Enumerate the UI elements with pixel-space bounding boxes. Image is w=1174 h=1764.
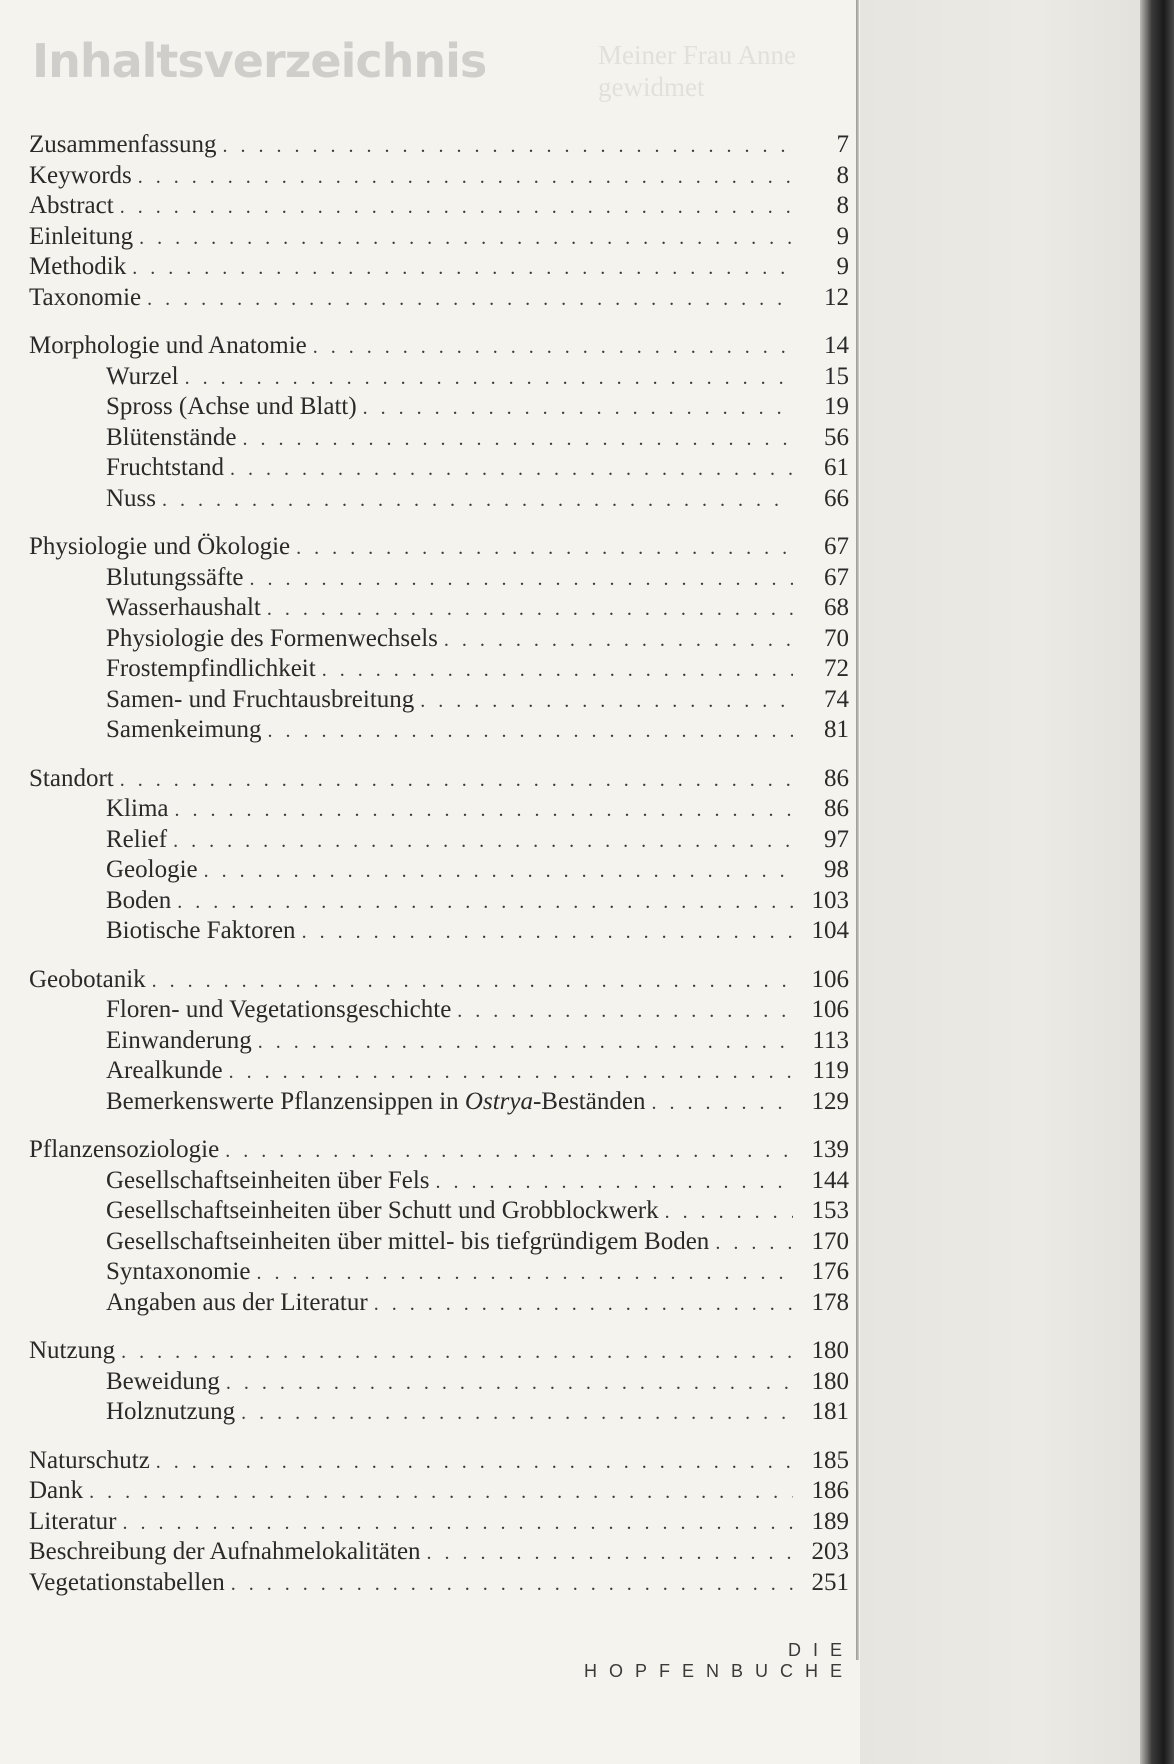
toc-entry — [29, 1336, 849, 1367]
toc-subentry — [29, 1026, 849, 1057]
toc-page-number: 170 — [811, 1227, 849, 1255]
dot-leader — [173, 826, 793, 857]
dot-leader — [156, 1447, 793, 1478]
dot-leader — [231, 1569, 793, 1600]
toc-page-number: 251 — [811, 1568, 849, 1596]
page-gutter — [856, 0, 859, 1660]
dot-leader — [258, 1027, 793, 1058]
toc-page-number: 19 — [824, 393, 849, 420]
dot-leader — [138, 162, 793, 193]
dot-leader — [225, 1136, 793, 1167]
toc-subentry — [29, 1087, 849, 1118]
toc-entry — [29, 965, 849, 996]
dot-leader — [175, 795, 794, 826]
toc-page-number: 176 — [811, 1258, 849, 1285]
toc-entry — [29, 331, 849, 362]
dot-leader — [250, 564, 794, 595]
toc-subentry — [29, 563, 849, 594]
toc-page-number: 104 — [811, 917, 849, 944]
toc-subentry — [29, 685, 849, 716]
toc-entry-label: Nutzung — [29, 1337, 116, 1364]
dot-leader — [222, 131, 793, 162]
toc-page-number: 185 — [811, 1446, 849, 1474]
toc-entry-label: Pflanzensoziologie — [29, 1136, 220, 1163]
toc-page-number: 61 — [824, 454, 849, 481]
facing-page — [860, 0, 1150, 1764]
toc-subentry — [29, 453, 849, 484]
toc-entry — [29, 1135, 849, 1166]
toc-page-number: 8 — [836, 192, 849, 219]
toc-entry-label: Blutungssäfte — [106, 563, 244, 591]
toc-page-number: 181 — [811, 1398, 849, 1425]
toc-subentry — [29, 1397, 849, 1428]
toc-subentry — [29, 825, 849, 856]
toc-section — [29, 965, 849, 1118]
toc-page-number: 56 — [824, 423, 849, 451]
dot-leader — [132, 253, 793, 284]
toc-entry-label: Boden — [106, 886, 172, 914]
toc-entry — [29, 1476, 849, 1507]
dot-leader — [665, 1197, 793, 1228]
dot-leader — [121, 1337, 793, 1368]
toc-subentry — [29, 916, 849, 947]
dot-leader — [296, 533, 793, 564]
toc-section — [29, 331, 849, 514]
toc-page-number: 67 — [824, 533, 849, 560]
dot-leader — [374, 1289, 793, 1320]
toc-subentry — [29, 1227, 849, 1258]
toc-entry-label: Einleitung — [29, 222, 134, 250]
toc-page-number: 180 — [811, 1367, 849, 1395]
dot-leader — [243, 424, 793, 455]
dot-leader — [230, 454, 793, 485]
toc-entry-label: Syntaxonomie — [106, 1258, 251, 1285]
dot-leader — [241, 1398, 793, 1429]
toc-entry-label: Einwanderung — [106, 1026, 252, 1054]
toc-entry-label-part: Ostrya — [464, 1087, 533, 1115]
toc-entry-label: Beweidung — [106, 1367, 220, 1395]
toc-subentry — [29, 484, 849, 515]
toc-page-number: 113 — [812, 1026, 849, 1054]
toc-entry — [29, 130, 849, 161]
toc-entry-label: Physiologie und Ökologie — [29, 533, 291, 560]
dot-leader — [185, 363, 793, 394]
toc-entry — [29, 252, 849, 283]
toc-page-number: 9 — [836, 253, 849, 280]
toc-page-number: 68 — [824, 594, 849, 621]
toc-page-number: 97 — [824, 825, 849, 853]
toc-subentry — [29, 1056, 849, 1087]
show-through-line: Meiner Frau Anne — [598, 40, 796, 70]
toc-subentry — [29, 1257, 849, 1288]
toc-subentry — [29, 1367, 849, 1398]
toc-page-number: 106 — [811, 965, 849, 993]
toc-entry-label-part: Bemerkenswerte Pflanzensippen in — [106, 1087, 465, 1115]
toc-entry-label: Keywords — [29, 161, 132, 189]
toc-section — [29, 764, 849, 947]
toc-page-number: 67 — [824, 563, 849, 591]
toc-page-number: 119 — [812, 1057, 849, 1084]
dot-leader — [363, 393, 793, 424]
toc-page-number: 9 — [836, 222, 849, 250]
toc-subentry — [29, 1196, 849, 1227]
dot-leader — [715, 1228, 793, 1259]
toc-page-number: 8 — [836, 161, 849, 189]
toc-entry-label: Nuss — [106, 484, 157, 512]
page-title: Inhaltsverzeichnis — [32, 34, 487, 88]
toc-entry — [29, 283, 849, 314]
toc-entry-label: Blütenstände — [106, 423, 237, 451]
toc-entry-label: Physiologie des Formenwechsels — [106, 624, 438, 652]
toc-entry — [29, 1537, 849, 1568]
show-through-line: gewidmet — [598, 72, 705, 102]
toc-subentry — [29, 855, 849, 886]
dot-leader — [427, 1538, 793, 1569]
toc-section — [29, 1135, 849, 1318]
toc-page-number: 139 — [811, 1136, 849, 1163]
dot-leader — [322, 655, 793, 686]
toc-entry — [29, 161, 849, 192]
toc-entry-label: Spross (Achse und Blatt) — [106, 393, 357, 420]
toc-entry-label: Taxonomie — [29, 283, 142, 311]
dot-leader — [229, 1057, 793, 1088]
toc-entry-label: Angaben aus der Literatur — [106, 1288, 368, 1316]
toc-page-number: 86 — [824, 764, 849, 792]
toc-subentry — [29, 1288, 849, 1319]
toc-entry-label: Samen- und Fruchtausbreitung — [106, 685, 415, 713]
toc-entry-label: Biotische Faktoren — [106, 917, 296, 944]
toc-page-number: 129 — [811, 1087, 849, 1115]
dot-leader — [162, 485, 793, 516]
toc-entry — [29, 1446, 849, 1477]
dot-leader — [120, 765, 793, 796]
toc-entry-label: Beschreibung der Aufnahmelokalitäten — [29, 1538, 421, 1565]
toc-page-number: 106 — [811, 996, 849, 1023]
toc-entry-label: Klima — [106, 795, 169, 822]
toc-page-number: 74 — [824, 685, 849, 713]
toc-subentry — [29, 995, 849, 1026]
toc-entry-label: Naturschutz — [29, 1446, 150, 1474]
toc-page-number: 144 — [811, 1166, 849, 1194]
toc-entry-label: Morphologie und Anatomie — [29, 332, 307, 359]
toc-subentry — [29, 794, 849, 825]
toc-page-number: 12 — [824, 283, 849, 311]
toc-entry-label — [106, 1087, 645, 1118]
toc-entry-label: Methodik — [29, 253, 127, 280]
toc-entry-label: Literatur — [29, 1507, 117, 1535]
toc-page-number: 86 — [824, 795, 849, 822]
toc-entry — [29, 222, 849, 253]
dot-leader — [420, 686, 793, 717]
toc-page-number: 180 — [811, 1337, 849, 1364]
table-of-contents — [29, 130, 849, 1616]
running-footer: DIE HOPFENBUCHE — [583, 1640, 854, 1681]
toc-subentry — [29, 1166, 849, 1197]
toc-page-number: 103 — [811, 886, 849, 914]
toc-entry-label: Geologie — [106, 856, 198, 883]
toc-page-number: 72 — [824, 655, 849, 682]
dot-leader — [177, 887, 793, 918]
toc-entry-label: Fruchtstand — [106, 454, 225, 481]
toc-entry — [29, 1507, 849, 1538]
toc-entry-label: Geobotanik — [29, 965, 146, 993]
toc-entry-label-part: -Beständen — [532, 1087, 646, 1115]
dot-leader — [302, 917, 793, 948]
toc-section — [29, 1446, 849, 1599]
dot-leader — [152, 966, 793, 997]
toc-subentry — [29, 423, 849, 454]
toc-subentry — [29, 392, 849, 423]
dot-leader — [204, 856, 793, 887]
toc-entry-label: Dank — [29, 1477, 84, 1504]
dot-leader — [139, 223, 793, 254]
toc-page-number: 15 — [824, 362, 849, 390]
toc-entry-label: Gesellschaftseinheiten über mittel- bis tiefgründigem Boden — [106, 1227, 710, 1255]
dot-leader — [89, 1477, 793, 1508]
toc-page-number: 14 — [824, 332, 849, 359]
toc-page-number: 98 — [824, 856, 849, 883]
dot-leader — [313, 332, 793, 363]
toc-entry-label: Samenkeimung — [106, 716, 262, 743]
book-edge — [1140, 0, 1174, 1764]
toc-subentry — [29, 886, 849, 917]
toc-subentry — [29, 624, 849, 655]
dot-leader — [457, 996, 793, 1027]
toc-entry — [29, 191, 849, 222]
toc-subentry — [29, 715, 849, 746]
toc-entry-label: Vegetationstabellen — [29, 1568, 225, 1596]
dot-leader — [267, 594, 793, 625]
dot-leader — [436, 1167, 793, 1198]
toc-entry-label: Abstract — [29, 192, 114, 219]
toc-entry — [29, 1568, 849, 1599]
dot-leader — [651, 1088, 793, 1119]
toc-entry — [29, 764, 849, 795]
dot-leader — [122, 1508, 793, 1539]
toc-entry — [29, 532, 849, 563]
toc-page-number: 7 — [836, 131, 849, 158]
dot-leader — [256, 1258, 793, 1289]
toc-entry-label: Wasserhaushalt — [106, 594, 261, 621]
dot-leader — [120, 192, 793, 223]
toc-page-number: 66 — [824, 484, 849, 512]
toc-entry-label: Wurzel — [106, 362, 179, 390]
toc-subentry — [29, 654, 849, 685]
toc-entry-label: Zusammenfassung — [29, 131, 217, 158]
toc-page-number: 70 — [824, 624, 849, 652]
toc-page-number: 189 — [811, 1507, 849, 1535]
dot-leader — [147, 284, 793, 315]
dot-leader — [268, 716, 793, 747]
toc-page-number: 186 — [811, 1477, 849, 1504]
toc-page-number: 81 — [824, 716, 849, 743]
toc-page-number: 153 — [811, 1197, 849, 1224]
toc-subentry — [29, 362, 849, 393]
toc-subentry — [29, 593, 849, 624]
show-through-text — [598, 40, 856, 104]
toc-entry-label: Floren- und Vegetationsgeschichte — [106, 996, 452, 1023]
toc-section — [29, 1336, 849, 1428]
toc-entry-label: Arealkunde — [106, 1057, 223, 1084]
dot-leader — [444, 625, 793, 656]
toc-page-number: 178 — [811, 1288, 849, 1316]
toc-entry-label: Gesellschaftseinheiten über Schutt und Grobblockwerk — [106, 1197, 659, 1224]
toc-entry-label: Relief — [106, 825, 168, 853]
toc-entry-label: Holznutzung — [106, 1398, 236, 1425]
dot-leader — [226, 1368, 793, 1399]
toc-page-number: 203 — [811, 1538, 849, 1565]
toc-section — [29, 532, 849, 746]
toc-entry-label: Gesellschaftseinheiten über Fels — [106, 1166, 430, 1194]
toc-entry-label: Standort — [29, 764, 114, 792]
toc-entry-label: Frostempfindlichkeit — [106, 655, 316, 682]
toc-section — [29, 130, 849, 313]
